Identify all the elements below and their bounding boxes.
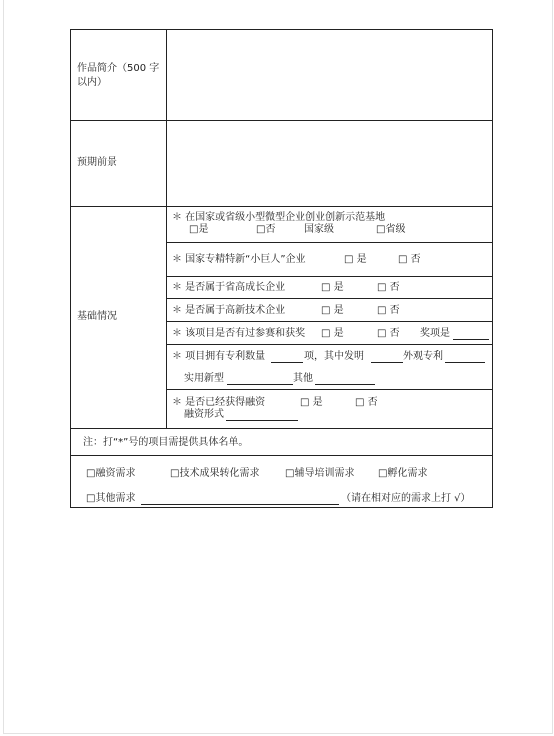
invention-field[interactable]: [371, 351, 403, 363]
high-tech-question: ＊ 是否属于高新技术企业: [172, 305, 286, 316]
high-growth-question: ＊ 是否属于省高成长企业: [172, 282, 286, 293]
demo-base-national-option[interactable]: 国家级: [304, 224, 334, 235]
incubation-need-checkbox[interactable]: □孵化需求: [378, 468, 428, 479]
utility-model-label: 实用新型: [184, 373, 224, 384]
award-label: 奖项是: [420, 328, 450, 339]
row-divider: [166, 298, 492, 299]
patent-count-field[interactable]: [271, 351, 303, 363]
high-growth-yes-checkbox[interactable]: □ 是: [321, 282, 344, 293]
financing-need-checkbox[interactable]: □融资需求: [86, 468, 136, 479]
other-need-checkbox[interactable]: □其他需求: [86, 493, 136, 504]
financing-question: ＊ 是否已经获得融资: [172, 397, 266, 408]
competition-yes-checkbox[interactable]: □ 是: [321, 328, 344, 339]
utility-model-field[interactable]: [227, 373, 293, 385]
other-patent-field[interactable]: [315, 373, 375, 385]
row-divider: [71, 455, 492, 456]
competition-question: ＊ 该项目是否有过参赛和获奖: [172, 328, 306, 339]
financing-form-label: 融资形式: [184, 409, 224, 420]
little-giant-yes-checkbox[interactable]: □ 是: [344, 254, 367, 265]
document-page: [3, 0, 553, 734]
high-growth-no-checkbox[interactable]: □ 否: [377, 282, 400, 293]
intro-label: 作品简介（500 字以内）: [77, 63, 160, 88]
design-patent-field[interactable]: [445, 351, 485, 363]
demo-base-no-checkbox[interactable]: □否: [256, 224, 276, 235]
invention-label: 项，其中发明: [304, 351, 364, 362]
basic-info-label: 基础情况: [77, 311, 117, 322]
little-giant-no-checkbox[interactable]: □ 否: [398, 254, 421, 265]
demo-base-question: ＊ 在国家或省级小型微型企业创业创新示范基地: [172, 212, 386, 223]
other-patent-label: 其他: [293, 373, 313, 384]
high-tech-yes-checkbox[interactable]: □ 是: [321, 305, 344, 316]
note-text: 注：打“*”号的项目需提供具体名单。: [83, 437, 249, 448]
financing-no-checkbox[interactable]: □ 否: [355, 397, 378, 408]
high-tech-no-checkbox[interactable]: □ 否: [377, 305, 400, 316]
design-patent-label: 外观专利: [403, 351, 443, 362]
application-form-table: [70, 29, 493, 508]
row-divider: [71, 428, 492, 429]
row-divider: [166, 242, 492, 243]
training-need-checkbox[interactable]: □辅导培训需求: [285, 468, 355, 479]
row-divider: [166, 389, 492, 390]
prospect-field[interactable]: [167, 121, 492, 206]
demo-base-provincial-checkbox[interactable]: □省级: [376, 224, 406, 235]
intro-field[interactable]: [167, 30, 492, 120]
prospect-label: 预期前景: [77, 157, 117, 168]
row-divider: [166, 276, 492, 277]
competition-no-checkbox[interactable]: □ 否: [377, 328, 400, 339]
demo-base-yes-checkbox[interactable]: □是: [189, 224, 209, 235]
patent-count-label: ＊ 项目拥有专利数量: [172, 351, 266, 362]
row-divider: [166, 344, 492, 345]
tech-transfer-need-checkbox[interactable]: □技术成果转化需求: [170, 468, 260, 479]
row-divider: [71, 206, 492, 207]
other-need-field[interactable]: [141, 493, 339, 505]
financing-form-field[interactable]: [226, 409, 298, 421]
award-field[interactable]: [453, 328, 489, 340]
need-hint: （请在相对应的需求上打 √）: [341, 493, 471, 504]
row-divider: [166, 321, 492, 322]
financing-yes-checkbox[interactable]: □ 是: [300, 397, 323, 408]
little-giant-question: ＊ 国家专精特新“小巨人”企业: [172, 254, 306, 265]
